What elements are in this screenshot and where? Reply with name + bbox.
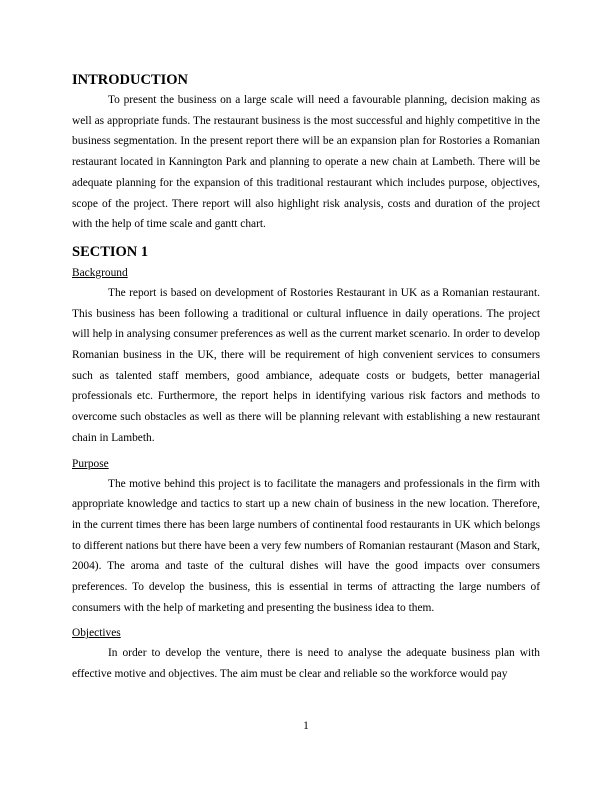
section-1-heading: SECTION 1 (72, 243, 149, 260)
objectives-subheading: Objectives (72, 627, 121, 640)
page-content (72, 70, 540, 685)
page-number: 1 (303, 720, 309, 732)
objectives-paragraph: In order to develop the venture, there is need to analyse the adequate business plan with effective motive and objectives. The aim must be clear and reliable so the workforce would pay (72, 647, 540, 681)
introduction-heading: INTRODUCTION (72, 72, 189, 88)
purpose-subheading: Purpose (72, 457, 109, 470)
purpose-paragraph: The motive behind this project is to facilitate the managers and professionals in the firm with appropriate knowledge and tactics to start up a new chain of business in the new location. Therefore, in the current times there has been large numbers of continental food restaurants in UK which belongs to different nations but there have been a very few numbers of Romanian restaurant (Mason and Stark, 2004). The aroma and taste of the cultural dishes will have the good impacts over consumers preferences. To develop the business, this is essential in terms of attracting the large numbers of consumers with the help of marketing and presenting the business idea to them. (72, 477, 540, 614)
background-subheading: Background (72, 266, 128, 279)
background-paragraph: The report is based on development of Rostories Restaurant in UK as a Romanian restaurant. This business has been following a traditional or cultural influence in daily operations. The project will help in analysing consumer preferences as well as the current market scenario. In order to develop Romanian business in the UK, there will be requirement of high convenient services to consumers such as talented staff members, good ambiance, adequate costs or budgets, better managerial professionals etc. Furthermore, the report helps in identifying various risk factors and methods to overcome such obstacles as well as there will be planning relevant with establishing a new restaurant chain in Lambeth. (72, 286, 540, 444)
introduction-paragraph: To present the business on a large scale will need a favourable planning, decision making as well as appropriate funds. The restaurant business is the most successful and highly competitive in the business segmentation. In the present report there will be an expansion plan for Rostories a Romanian restaurant located in Kannington Park and planning to operate a new chain at Lambeth. There will be adequate planning for the expansion of this traditional restaurant which includes purpose, objectives, scope of the project. There report will also highlight risk analysis, costs and duration of the project with the help of time scale and gantt chart. (72, 94, 540, 231)
